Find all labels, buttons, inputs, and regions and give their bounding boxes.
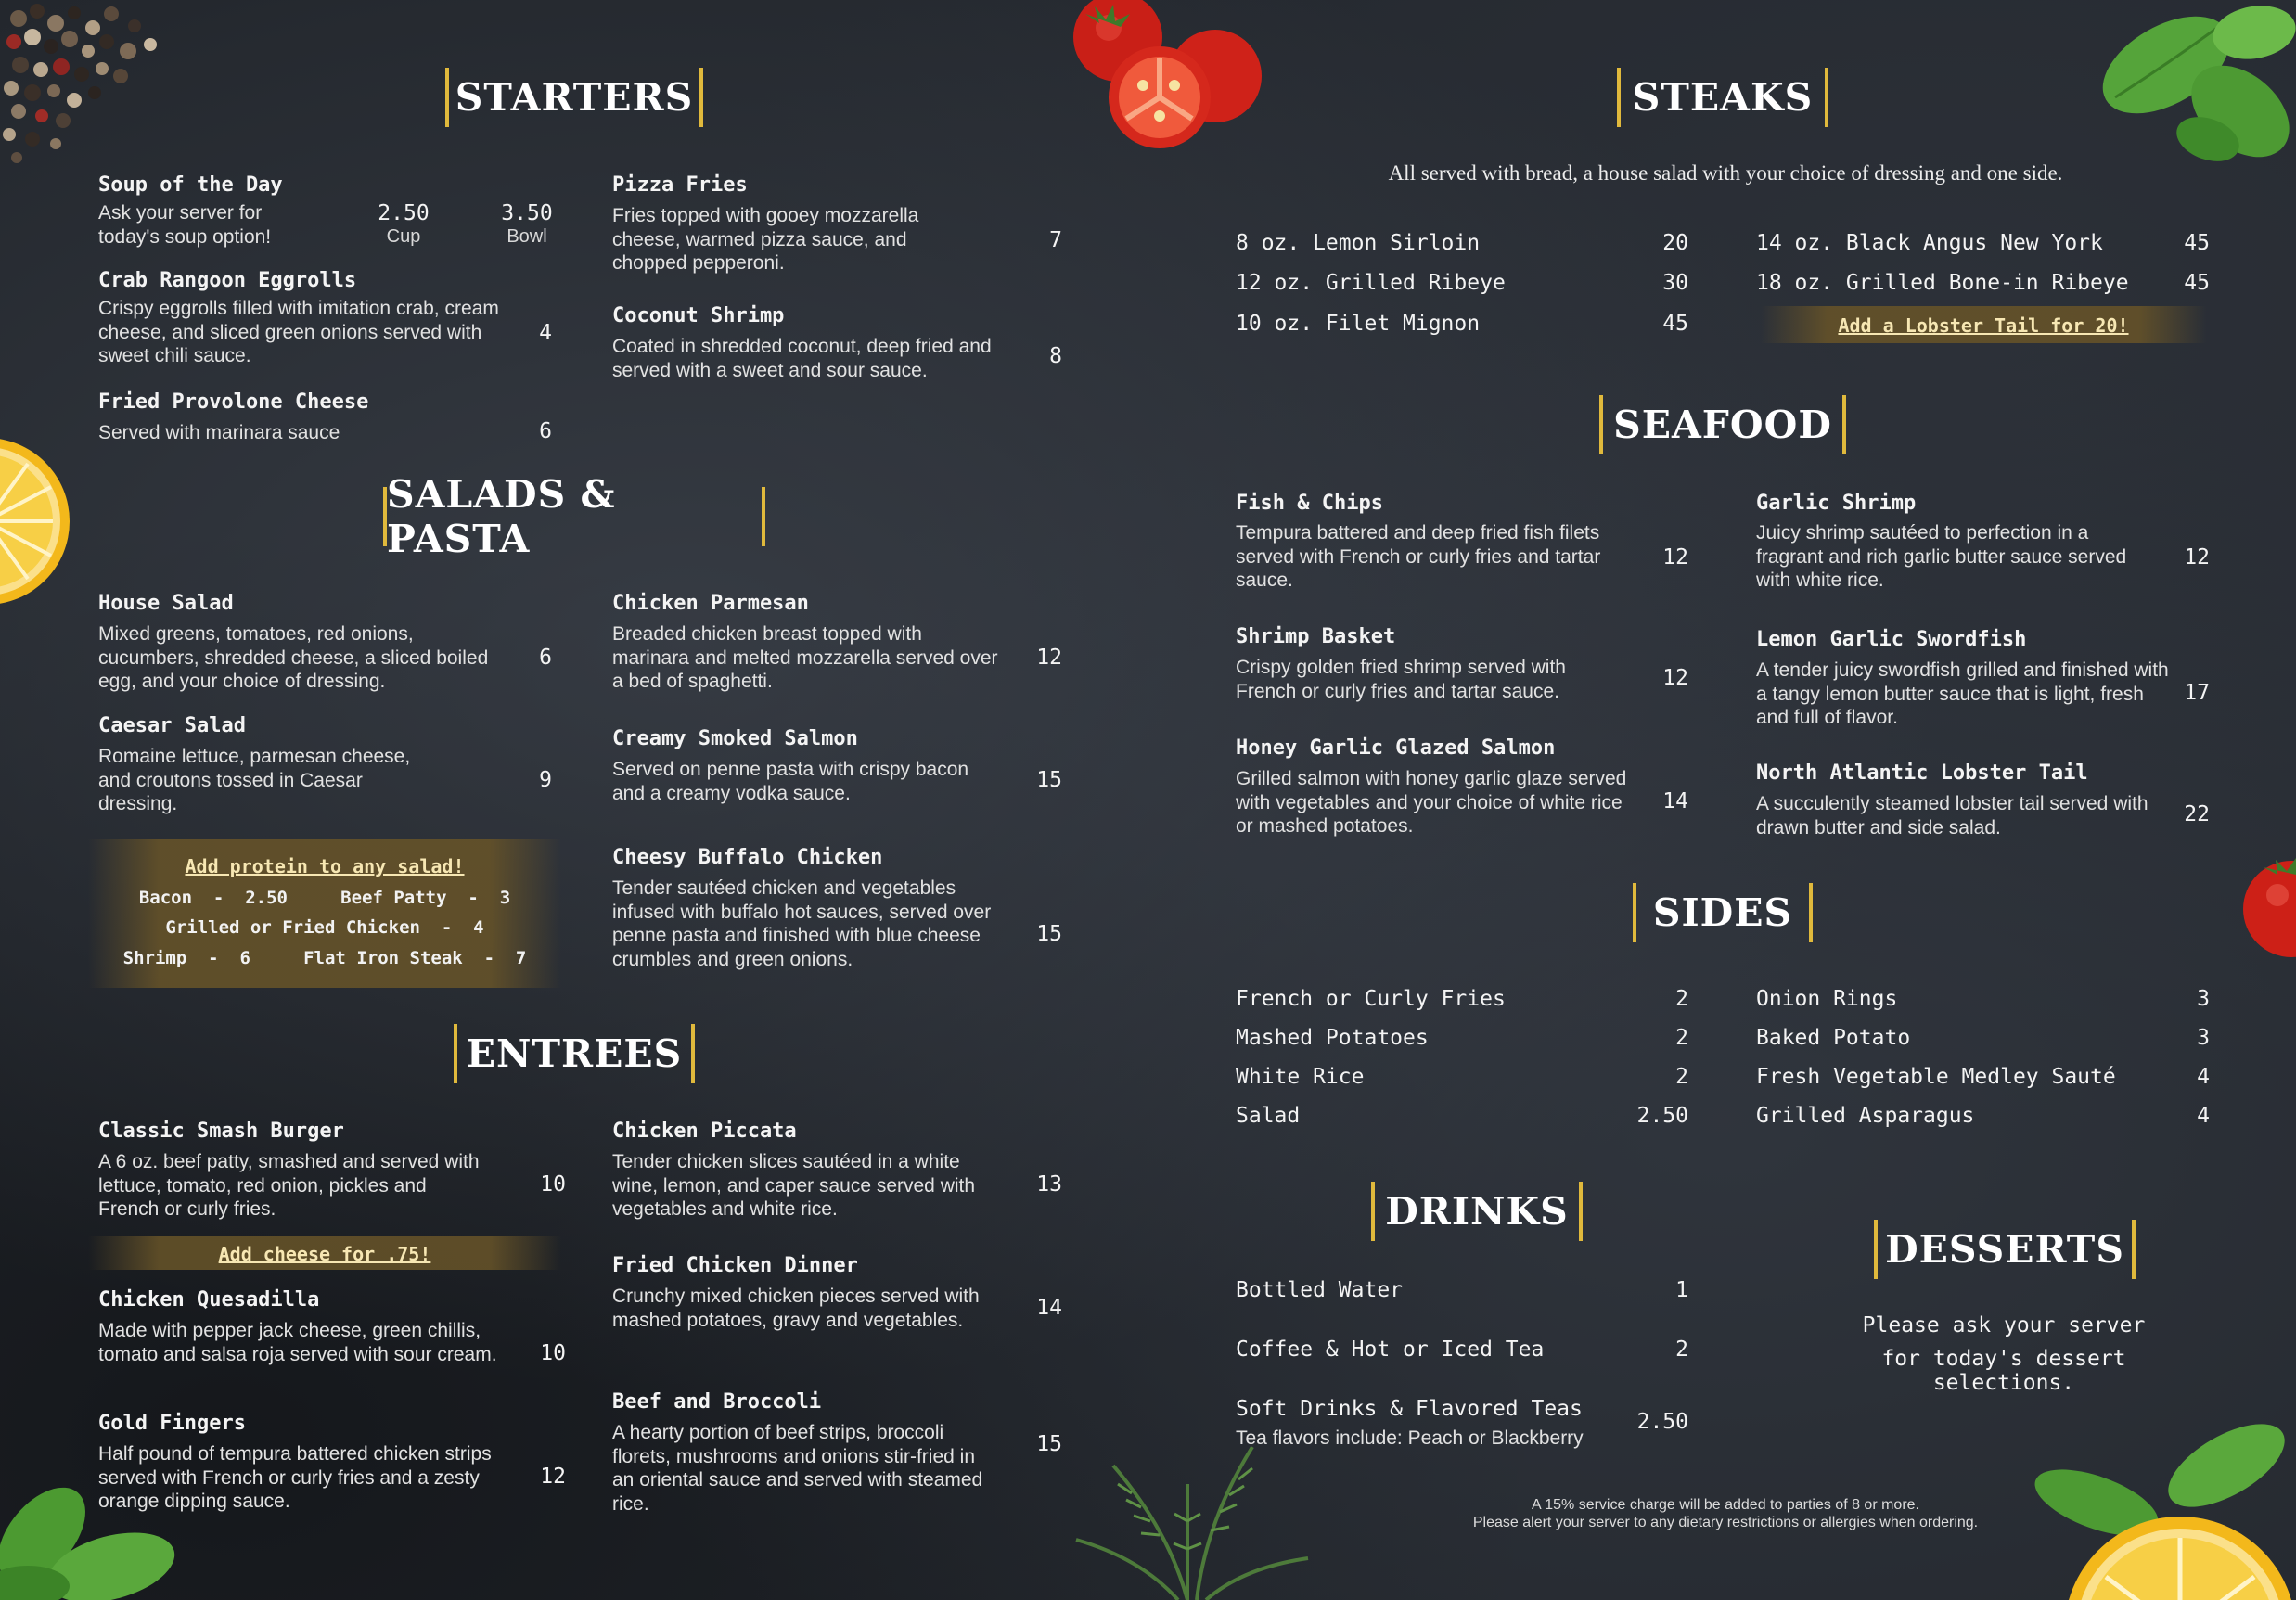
- menu-item-price: 12: [1036, 646, 1062, 670]
- menu-item-name: Lemon Garlic Swordfish: [1756, 628, 2027, 651]
- steak-item-name: 14 oz. Black Angus New York: [1756, 231, 2103, 255]
- steaks-note: All served with bread, a house salad with your choice of dressing and one side.: [1388, 161, 2063, 185]
- side-item-price: 2.50: [1636, 1104, 1688, 1128]
- menu-item-name: Chicken Piccata: [612, 1120, 797, 1143]
- menu-item-price: 17: [2184, 681, 2210, 705]
- steak-item-name: 10 oz. Filet Mignon: [1236, 312, 1481, 336]
- menu-item-price: 15: [1036, 1432, 1062, 1456]
- menu-item-price: 10: [540, 1341, 566, 1365]
- lobster-tail-banner: [1761, 306, 2206, 343]
- menu-item-name: Shrimp Basket: [1236, 625, 1396, 648]
- protein-options-row: Grilled or Fried Chicken - 4: [165, 917, 484, 938]
- side-item-name: Mashed Potatoes: [1236, 1026, 1429, 1050]
- service-charge-note: A 15% service charge will be added to parties of 8 or more.: [1532, 1497, 1919, 1513]
- menu-item-desc: Coated in shredded coconut, deep fried and served with a sweet and sour sauce.: [612, 336, 992, 381]
- drink-item-price: 2.50: [1636, 1410, 1688, 1434]
- menu-item-desc: Breaded chicken breast topped with marinara and melted mozzarella served over a bed of spaghetti.: [612, 623, 998, 692]
- side-item-price: 3: [2197, 1026, 2210, 1050]
- lobster-tail-link[interactable]: Add a Lobster Tail for 20!: [1838, 314, 2129, 337]
- seafood-heading: SEAFOOD: [1599, 395, 1846, 454]
- menu-item-name: Beef and Broccoli: [612, 1390, 822, 1414]
- menu-item-price: 13: [1036, 1172, 1062, 1197]
- menu-item-name: Gold Fingers: [98, 1412, 246, 1435]
- side-item-price: 3: [2197, 987, 2210, 1011]
- menu-item-price: 12: [1662, 545, 1688, 570]
- starters-heading: STARTERS: [445, 68, 703, 127]
- side-item-name: Salad: [1236, 1104, 1301, 1128]
- menu-item-desc: Crispy eggrolls filled with imitation crab, cream cheese, and sliced green onions served with sweet chili sauce.: [98, 298, 499, 366]
- side-item-name: Fresh Vegetable Medley Sauté: [1756, 1065, 2116, 1089]
- rosemary-decoration: [1058, 1428, 1317, 1600]
- protein-options-row: Bacon - 2.50 Beef Patty - 3: [138, 888, 511, 908]
- menu-item-name: Chicken Quesadilla: [98, 1288, 320, 1312]
- drink-item-price: 1: [1675, 1278, 1688, 1302]
- soup-bowl-price: 3.50: [501, 201, 553, 225]
- menu-item-name: Garlic Shrimp: [1756, 492, 1917, 515]
- menu-item-price: 9: [539, 768, 552, 792]
- drink-item-name: Soft Drinks & Flavored Teas: [1236, 1397, 1583, 1421]
- menu-item-desc: Tender sautéed chicken and vegetables infused with buffalo hot sauces, served over penne pasta and finished with blue cheese crumbles and green onions.: [612, 877, 992, 970]
- menu-item-desc: Served with marinara sauce: [98, 422, 340, 443]
- drink-item-desc: Tea flavors include: Peach or Blackberry: [1236, 1427, 1584, 1449]
- soup-cup-price: 2.50: [378, 201, 430, 225]
- soup-bowl-label: Bowl: [507, 226, 547, 247]
- steak-item-price: 30: [1662, 271, 1688, 295]
- lemon-slice-decoration: [0, 413, 74, 631]
- steak-item-name: 8 oz. Lemon Sirloin: [1236, 231, 1481, 255]
- menu-item-price: 6: [539, 419, 552, 443]
- menu-item-name: Honey Garlic Glazed Salmon: [1236, 736, 1556, 760]
- side-item-price: 4: [2197, 1065, 2210, 1089]
- side-item-name: Grilled Asparagus: [1756, 1104, 1975, 1128]
- peppercorns-decoration: [0, 0, 176, 176]
- menu-item-desc: Served on penne pasta with crispy bacon and a creamy vodka sauce.: [612, 759, 969, 804]
- steak-item-price: 45: [2184, 271, 2210, 295]
- menu-item-name: Pizza Fries: [612, 173, 748, 197]
- menu-item-name: House Salad: [98, 592, 234, 615]
- side-item-price: 2: [1675, 1065, 1688, 1089]
- menu-item-desc: Romaine lettuce, parmesan cheese, and croutons tossed in Caesar dressing.: [98, 746, 411, 814]
- drink-item-price: 2: [1675, 1338, 1688, 1362]
- menu-item-price: 14: [1662, 789, 1688, 813]
- menu-item-price: 6: [539, 646, 552, 670]
- menu-item-price: 4: [539, 321, 552, 345]
- tomato-right-decoration: [2231, 839, 2296, 969]
- side-item-name: Onion Rings: [1756, 987, 1898, 1011]
- steak-item-price: 20: [1662, 231, 1688, 255]
- menu-item-desc: A tender juicy swordfish grilled and finished with a tangy lemon butter sauce that is light, fresh and full of flavor.: [1756, 659, 2169, 728]
- drink-item-name: Bottled Water: [1236, 1278, 1404, 1302]
- menu-item-name: Fish & Chips: [1236, 492, 1383, 515]
- menu-item-price: 10: [540, 1172, 566, 1197]
- menu-item-price: 12: [540, 1465, 566, 1489]
- menu-item-desc: A 6 oz. beef patty, smashed and served with lettuce, tomato, red onion, pickles and French or curly fries.: [98, 1151, 480, 1220]
- soup-cup-label: Cup: [386, 226, 421, 247]
- add-protein-banner: [88, 839, 561, 988]
- menu-item-desc: Juicy shrimp sautéed to perfection in a fragrant and rich garlic butter sauce served with white rice.: [1756, 522, 2127, 591]
- side-item-price: 2: [1675, 987, 1688, 1011]
- menu-item-price: 22: [2184, 802, 2210, 826]
- soup-of-the-day-desc: Ask your server for today's soup option!: [98, 202, 272, 248]
- menu-item-desc: Fries topped with gooey mozzarella cheese, warmed pizza sauce, and chopped pepperoni.: [612, 205, 919, 274]
- drinks-heading: DRINKS: [1371, 1182, 1583, 1241]
- menu-item-price: 12: [2184, 545, 2210, 570]
- soup-of-the-day-name: Soup of the Day: [98, 173, 283, 197]
- steak-item-name: 18 oz. Grilled Bone-in Ribeye: [1756, 271, 2129, 295]
- side-item-name: Baked Potato: [1756, 1026, 1911, 1050]
- menu-item-price: 14: [1036, 1296, 1062, 1320]
- menu-item-name: Caesar Salad: [98, 714, 246, 737]
- add-protein-title[interactable]: Add protein to any salad!: [185, 855, 465, 877]
- menu-item-desc: Crispy golden fried shrimp served with French or curly fries and tartar sauce.: [1236, 657, 1566, 702]
- menu-item-price: 12: [1662, 666, 1688, 690]
- menu-item-name: Chicken Parmesan: [612, 592, 809, 615]
- entrees-heading: ENTREES: [454, 1024, 695, 1083]
- menu-item-price: 15: [1036, 768, 1062, 792]
- steak-item-price: 45: [2184, 231, 2210, 255]
- menu-item-name: Fried Provolone Cheese: [98, 390, 369, 414]
- menu-item-desc: Tender chicken slices sautéed in a white wine, lemon, and caper sauce served with vegetables and white rice.: [612, 1151, 976, 1220]
- tomatoes-decoration: [1030, 0, 1271, 158]
- side-item-price: 2: [1675, 1026, 1688, 1050]
- menu-item-price: 15: [1036, 922, 1062, 946]
- steak-item-name: 12 oz. Grilled Ribeye: [1236, 271, 1506, 295]
- side-item-price: 4: [2197, 1104, 2210, 1128]
- menu-item-desc: A hearty portion of beef strips, broccoli florets, mushrooms and onions stir-fried in an oriental sauce and served with steamed rice.: [612, 1422, 983, 1515]
- menu-item-desc: Mixed greens, tomatoes, red onions, cucumbers, shredded cheese, a sliced boiled egg, and your choice of dressing.: [98, 623, 489, 692]
- menu-item-name: Cheesy Buffalo Chicken: [612, 846, 883, 869]
- menu-item-desc: A succulently steamed lobster tail served with drawn butter and side salad.: [1756, 793, 2148, 838]
- salads-pasta-heading: SALADS & PASTA: [383, 487, 765, 546]
- side-item-name: White Rice: [1236, 1065, 1365, 1089]
- menu-item-name: Crab Rangoon Eggrolls: [98, 269, 357, 292]
- side-item-name: French or Curly Fries: [1236, 987, 1506, 1011]
- desserts-heading: DESSERTS: [1874, 1220, 2136, 1279]
- basil-leaves-decoration: [2078, 0, 2296, 186]
- steak-item-price: 45: [1662, 312, 1688, 336]
- drink-item-name: Coffee & Hot or Iced Tea: [1236, 1338, 1545, 1362]
- menu-item-price: 7: [1049, 228, 1062, 252]
- desserts-note-line2: for today's dessert selections.: [1881, 1347, 2126, 1395]
- menu-item-desc: Grilled salmon with honey garlic glaze served with vegetables and your choice of white rice or mashed potatoes.: [1236, 768, 1627, 837]
- menu-item-desc: Crunchy mixed chicken pieces served with mashed potatoes, gravy and vegetables.: [612, 1286, 980, 1331]
- sides-heading: SIDES: [1633, 883, 1813, 942]
- menu-item-name: Coconut Shrimp: [612, 304, 785, 327]
- add-cheese-link[interactable]: Add cheese for .75!: [218, 1243, 431, 1265]
- menu-item-name: North Atlantic Lobster Tail: [1756, 762, 2088, 785]
- menu-item-desc: Half pound of tempura battered chicken strips served with French or curly fries and a zesty orange dipping sauce.: [98, 1443, 492, 1512]
- add-cheese-banner: [88, 1236, 561, 1270]
- menu-item-name: Creamy Smoked Salmon: [612, 727, 858, 750]
- menu-item-price: 8: [1049, 344, 1062, 368]
- steaks-heading: STEAKS: [1617, 68, 1828, 127]
- menu-item-desc: Made with pepper jack cheese, green chillis, tomato and salsa roja served with sour cream.: [98, 1320, 497, 1365]
- desserts-note-line1: Please ask your server: [1862, 1313, 2146, 1338]
- menu-item-name: Fried Chicken Dinner: [612, 1254, 858, 1277]
- dietary-note: Please alert your server to any dietary restrictions or allergies when ordering.: [1472, 1515, 1979, 1530]
- menu-item-desc: Tempura battered and deep fried fish filets served with French or curly fries and tartar sauce.: [1236, 522, 1601, 591]
- menu-item-name: Classic Smash Burger: [98, 1120, 344, 1143]
- protein-options-row: Shrimp - 6 Flat Iron Steak - 7: [122, 948, 527, 968]
